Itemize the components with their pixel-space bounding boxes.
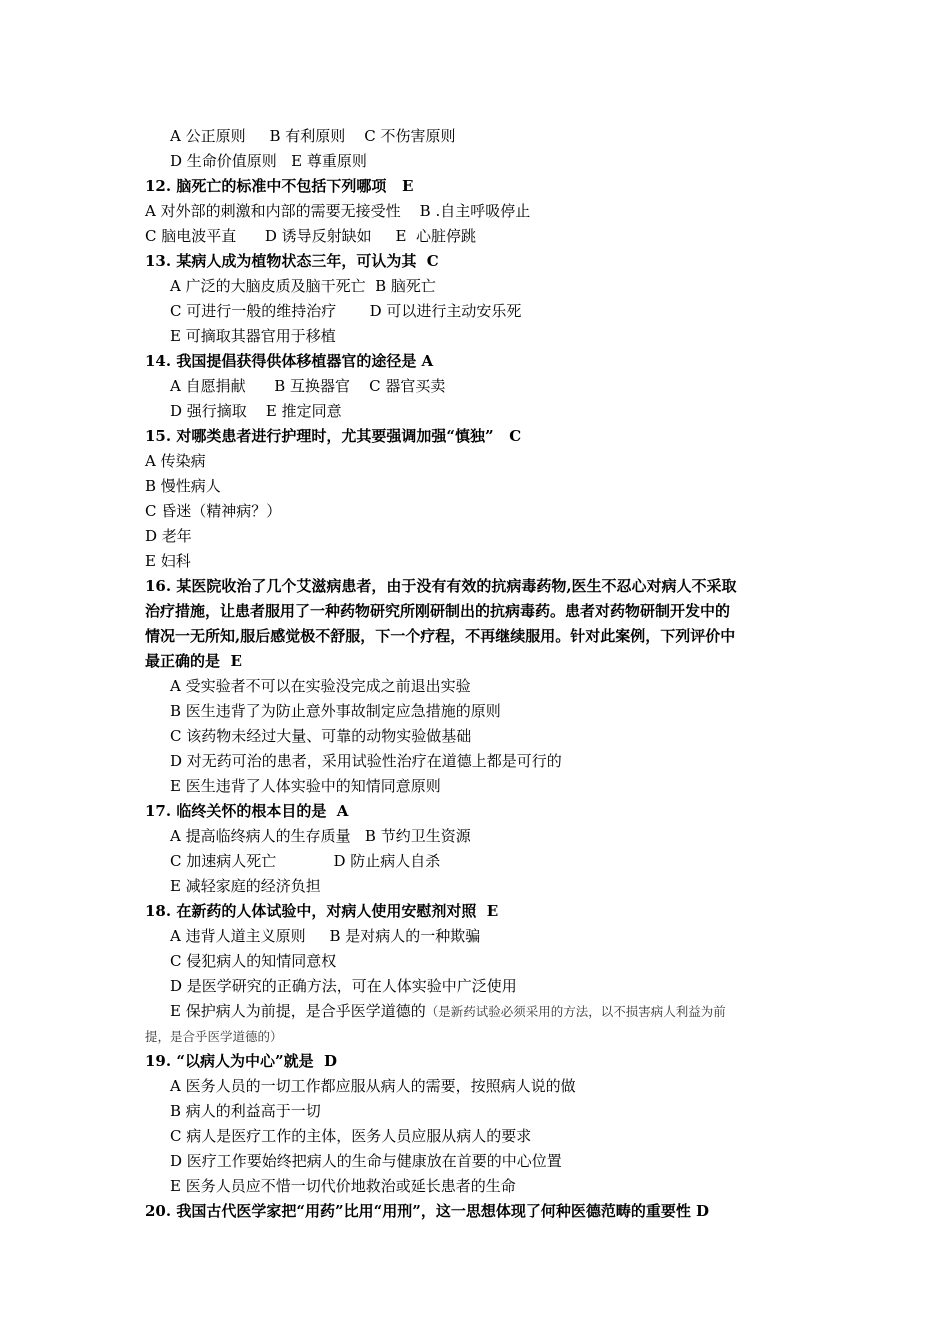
q19-question: 19. “以病人为中心”就是 D: [145, 1052, 338, 1070]
q13-option-e: E 可摘取其器官用于移植: [170, 327, 336, 345]
q13-options-cd: C 可进行一般的维持治疗 D 可以进行主动安乐死: [170, 302, 522, 320]
q15-option-a: A 传染病: [145, 452, 206, 470]
q16-option-e: E 医生违背了人体实验中的知情同意原则: [170, 777, 441, 795]
q18-option-d: D 是医学研究的正确方法，可在人体实验中广泛使用: [170, 977, 517, 995]
q18-note-line2: 提，是合乎医学道德的）: [145, 1029, 283, 1044]
q17-options-cd: C 加速病人死亡 D 防止病人自杀: [170, 852, 441, 870]
q17-options-ab: A 提高临终病人的生存质量 B 节约卫生资源: [170, 827, 471, 845]
q18-question: 18. 在新药的人体试验中，对病人使用安慰剂对照 E: [145, 902, 499, 920]
q13-question: 13. 某病人成为植物状态三年，可认为其 C: [145, 252, 439, 270]
q17-option-e: E 减轻家庭的经济负担: [170, 877, 321, 895]
q14-options-de: D 强行摘取 E 推定同意: [170, 402, 342, 420]
q16-question-line1: 16. 某医院收治了几个艾滋病患者，由于没有有效的抗病毒药物,医生不忍心对病人不采取: [145, 577, 737, 595]
q18-note-line1: （是新药试验必须采用的方法，以不损害病人利益为前: [425, 1004, 726, 1019]
q15-option-d: D 老年: [145, 527, 192, 545]
q12-options-cde: C 脑电波平直 D 诱导反射缺如 E 心脏停跳: [145, 227, 476, 245]
q18-option-e: [170, 999, 726, 1024]
q14-question: 14. 我国提倡获得供体移植器官的途径是 A: [145, 352, 434, 370]
q19-option-b: B 病人的利益高于一切: [170, 1102, 321, 1120]
q16-option-c: C 该药物未经过大量、可靠的动物实验做基础: [170, 727, 472, 745]
q20-question: 20. 我国古代医学家把“用药”比用“用刑”，这一思想体现了何种医德范畴的重要性 D: [145, 1202, 710, 1220]
q15-option-e: E 妇科: [145, 552, 191, 570]
q17-question: 17. 临终关怀的根本目的是 A: [145, 802, 349, 820]
q19-option-d: D 医疗工作要始终把病人的生命与健康放在首要的中心位置: [170, 1152, 562, 1170]
q16-question-line4: 最正确的是 E: [145, 652, 242, 670]
q18-option-e-text: E 保护病人为前提，是合乎医学道德的: [170, 1002, 426, 1020]
q18-option-c: C 侵犯病人的知情同意权: [170, 952, 337, 970]
q19-option-e: E 医务人员应不惜一切代价地救治或延长患者的生命: [170, 1177, 516, 1195]
q15-option-c: C 昏迷（精神病？）: [145, 502, 282, 520]
q15-option-b: B 慢性病人: [145, 477, 221, 495]
q12-question: 12. 脑死亡的标准中不包括下列哪项 E: [145, 177, 414, 195]
q16-option-d: D 对无药可治的患者，采用试验性治疗在道德上都是可行的: [170, 752, 562, 770]
q19-option-a: A 医务人员的一切工作都应服从病人的需要，按照病人说的做: [170, 1077, 576, 1095]
q16-question-line2: 治疗措施，让患者服用了一种药物研究所刚研制出的抗病毒药。患者对药物研制开发中的: [145, 602, 731, 620]
q12-options-ab: A 对外部的刺激和内部的需要无接受性 B .自主呼吸停止: [145, 202, 531, 220]
q11-options-abc: A 公正原则 B 有利原则 C 不伤害原则: [170, 127, 456, 145]
q16-option-b: B 医生违背了为防止意外事故制定应急措施的原则: [170, 702, 501, 720]
q14-options-abc: A 自愿捐献 B 互换器官 C 器官买卖: [170, 377, 446, 395]
q16-option-a: A 受实验者不可以在实验没完成之前退出实验: [170, 677, 471, 695]
q13-options-ab: A 广泛的大脑皮质及脑干死亡 B 脑死亡: [170, 277, 436, 295]
q19-option-c: C 病人是医疗工作的主体，医务人员应服从病人的要求: [170, 1127, 532, 1145]
q16-question-line3: 情况一无所知,服后感觉极不舒服，下一个疗程，不再继续服用。针对此案例，下列评价中: [145, 627, 736, 645]
q11-options-de: D 生命价值原则 E 尊重原则: [170, 152, 367, 170]
q18-options-ab: A 违背人道主义原则 B 是对病人的一种欺骗: [170, 927, 481, 945]
q15-question: 15. 对哪类患者进行护理时，尤其要强调加强“慎独” C: [145, 427, 522, 445]
